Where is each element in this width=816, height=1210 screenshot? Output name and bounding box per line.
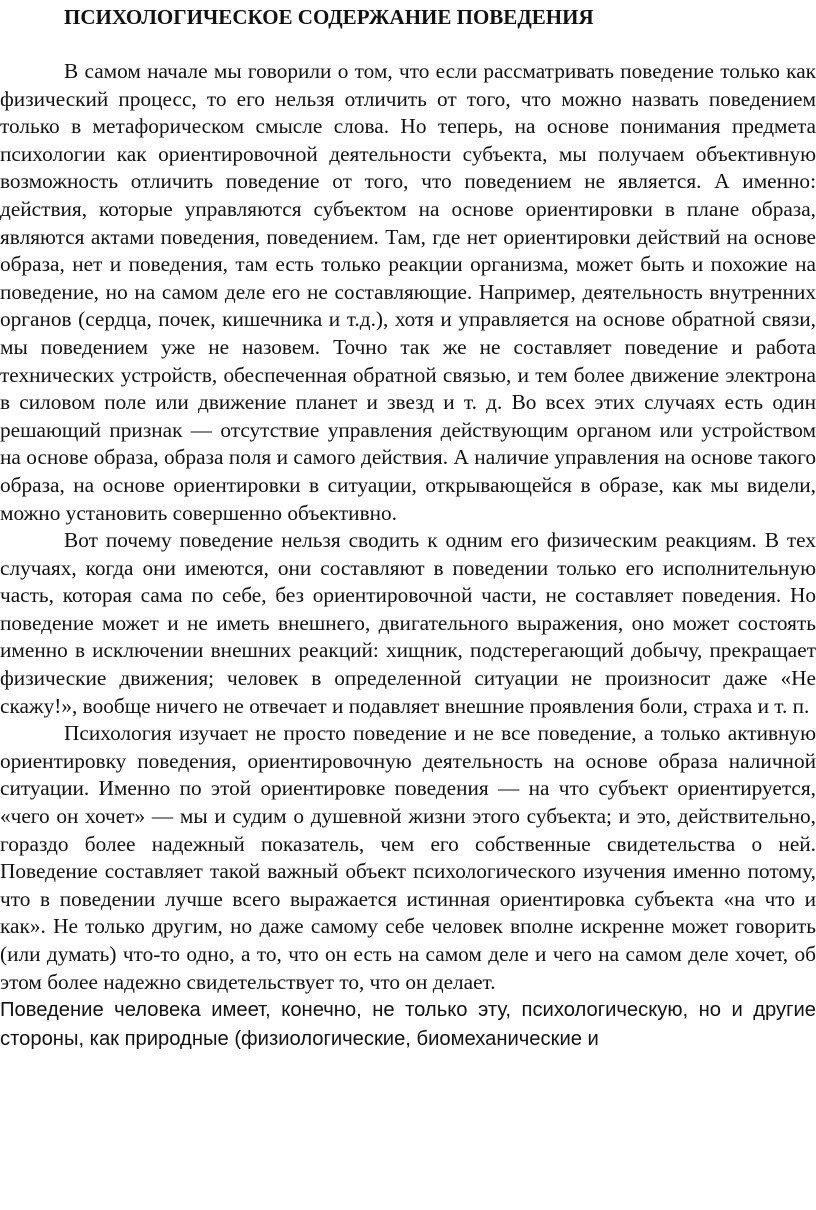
paragraph-4: Поведение человека имеет, конечно, не только эту, психологическую, но и другие стороны, как природные (физиологические, биомеханические и [0, 999, 816, 1051]
document-body [0, 58, 816, 1054]
paragraph-3: Психология изучает не просто поведение и не все поведение, а только активную ориентировку поведения, ориентировочную деятельность на основе образа наличной ситуации. Именно по этой ориентировке поведения — на что субъект ориентируется, «чего он хочет» — мы и судим о душевной жизни этого субъекта; и это, действительно, гораздо более надежный показатель, чем его собственные свидетельства о ней. Поведение составляет такой важный объект психологического изучения именно потому, что в поведении лучше всего выражается истинная ориентировка субъекта «на что и как». Не только другим, но даже самому себе человек вполне искренне может говорить (или думать) что-то одно, а то, что он есть на самом деле и чего на самом деле хочет, об этом более надежно свидетельствует то, что он делает. [0, 721, 816, 994]
document-title: ПСИХОЛОГИЧЕСКОЕ СОДЕРЖАНИЕ ПОВЕДЕНИЯ [64, 5, 594, 29]
paragraph-1: В самом начале мы говорили о том, что если рассматривать поведение только как физический процесс, то его нельзя отличить от того, что можно назвать поведением только в метафорическом смысле слова. Но теперь, на основе понимания предмета психологии как ориентировочной деятельности субъекта, мы получаем объективную возможность отличить поведение от того, что поведением не является. А именно: действия, которые управляются субъектом на основе ориентировки в плане образа, являются актами поведения, поведением. Там, где нет ориентировки действий на основе образа, нет и поведения, там есть только реакции организма, может быть и похожие на поведение, но на самом деле его не составляющие. Например, деятельность внутренних органов (сердца, почек, кишечника и т.д.), хотя и управляется на основе обратной связи, мы поведением уже не назовем. Точно так же не составляет поведение и работа технических устройств, обеспеченная обратной связью, и тем более движение электрона в силовом поле или движение планет и звезд и т. д. Во всех этих случаях есть один решающий признак — отсутствие управления действующим органом или устройством на основе образа, образа поля и самого действия. А наличие управления на основе такого образа, на основе ориентировки в ситуации, открывающейся в образе, как мы видели, можно установить совершенно объективно. [0, 59, 816, 525]
paragraph-2: Вот почему поведение нельзя сводить к одним его физическим реакциям. В тех случаях, когда они имеются, они составляют в поведении только его исполнительную часть, которая сама по себе, без ориентировочной части, не составляет поведения. Но поведение может и не иметь внешнего, двигательного выражения, оно может состоять именно в исключении внешних реакций: хищник, подстерегающий добычу, прекращает физические движения; человек в определенной ситуации не произносит даже «Не скажу!», вообще ничего не отвечает и подавляет внешние проявления боли, страха и т. п. [0, 528, 816, 718]
